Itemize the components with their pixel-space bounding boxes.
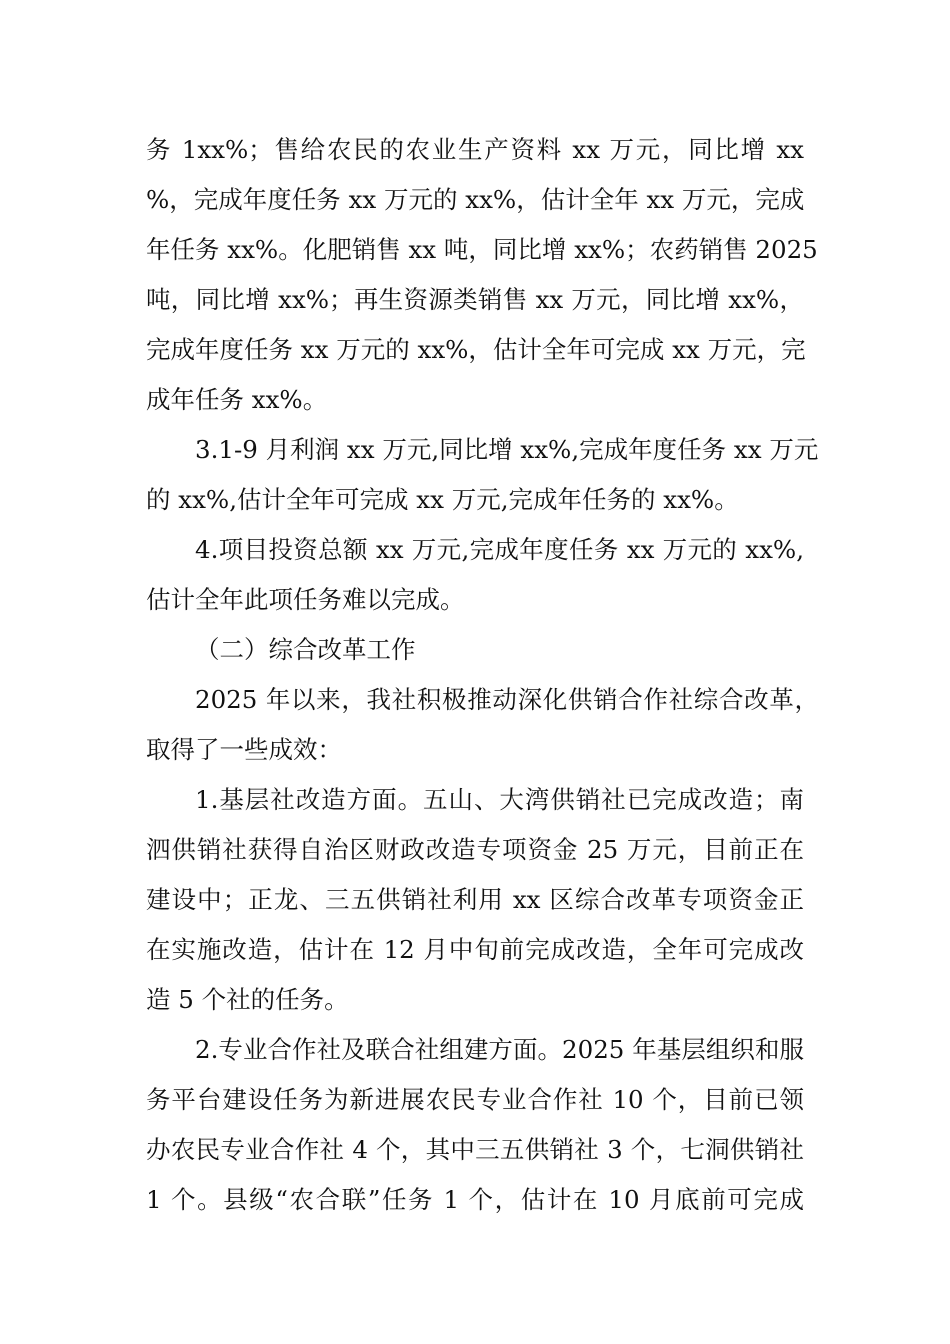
body-text-line: 估计全年此项任务难以完成。 — [146, 585, 465, 614]
section-heading: （二）综合改革工作 — [195, 635, 416, 664]
body-text-line: 泗供销社获得自治区财政改造专项资金 25 万元，目前正在 — [146, 835, 804, 864]
body-text-line: 成年任务 xx%。 — [146, 385, 328, 414]
body-text-line: 吨，同比增 xx%；再生资源类销售 xx 万元，同比增 xx%， — [146, 285, 804, 314]
paragraph-first-line: 3.1-9 月利润 xx 万元,同比增 xx%,完成年度任务 xx 万元 — [195, 435, 819, 464]
body-text-line: 造 5 个社的任务。 — [146, 985, 349, 1014]
body-text-line: 务 1xx%；售给农民的农业生产资料 xx 万元，同比增 xx — [146, 135, 804, 164]
body-text-line: 的 xx%,估计全年可完成 xx 万元,完成年任务的 xx%。 — [146, 485, 739, 514]
body-text-line: 1 个。县级“农合联”任务 1 个，估计在 10 月底前可完成 — [146, 1185, 804, 1214]
paragraph-first-line: 2025 年以来，我社积极推动深化供销合作社综合改革， — [195, 685, 819, 714]
body-text-line: %，完成年度任务 xx 万元的 xx%，估计全年 xx 万元，完成 — [146, 185, 805, 214]
body-text-line: 完成年度任务 xx 万元的 xx%，估计全年可完成 xx 万元，完 — [146, 335, 806, 364]
body-text-line: 办农民专业合作社 4 个，其中三五供销社 3 个，七洞供销社 — [146, 1135, 804, 1164]
body-text-line: 年任务 xx%。化肥销售 xx 吨，同比增 xx%；农药销售 2025 — [146, 235, 818, 264]
paragraph-first-line: 1.基层社改造方面。五山、大湾供销社已完成改造；南 — [195, 785, 804, 814]
body-text-line: 在实施改造，估计在 12 月中旬前完成改造，全年可完成改 — [146, 935, 804, 964]
body-text-line: 务平台建设任务为新进展农民专业合作社 10 个，目前已领 — [146, 1085, 804, 1114]
paragraph-first-line: 4.项目投资总额 xx 万元,完成年度任务 xx 万元的 xx%, — [195, 535, 804, 564]
body-text-line: 建设中；正龙、三五供销社利用 xx 区综合改革专项资金正 — [146, 885, 804, 914]
body-text-line: 取得了一些成效： — [146, 735, 342, 764]
paragraph-first-line: 2.专业合作社及联合社组建方面。2025 年基层组织和服 — [195, 1035, 804, 1064]
